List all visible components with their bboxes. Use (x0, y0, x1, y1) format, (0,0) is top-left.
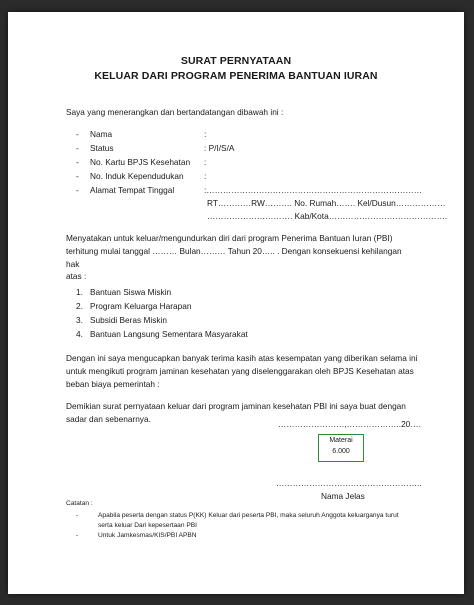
note-line: Untuk Jamkesmas/KIS/PBI APBN (98, 532, 197, 539)
document-title: SURAT PERNYATAAN (180, 55, 292, 67)
closing-line: sadar dan sebenarnya. (66, 414, 151, 424)
intro-text: Saya yang menerangkan dan bertandatangan dibawah ini : (66, 107, 284, 117)
field-value-nama: : (204, 129, 207, 139)
bullet-dash: - (76, 157, 79, 167)
document-subtitle: KELUAR DARI PROGRAM PENERIMA BANTUAN IURAN (94, 70, 378, 82)
date-line: ……………………,………………..20…. (278, 419, 421, 429)
list-number: 3. (76, 315, 83, 325)
bullet-dash: - (76, 143, 79, 153)
field-label-alamat: Alamat Tempat Tinggal (90, 185, 175, 195)
list-item: Subsidi Beras Miskin (90, 315, 168, 325)
note-line: serta keluar Dari kepesertaan PBI (98, 522, 197, 529)
field-value-bpjs: : (204, 157, 207, 167)
bullet-dash: - (76, 532, 79, 539)
statement-line: atas : (66, 271, 87, 281)
stamp-label: Materai (329, 437, 353, 444)
signature-line: …………………………………………….. (276, 478, 422, 488)
closing-line: Demikian surat pernyataan keluar dari program jaminan kesehatan PBI ini saya buat dengan (66, 401, 406, 411)
field-value-alamat: :…………………………………………………………………… (204, 185, 423, 195)
bullet-dash: - (76, 185, 79, 195)
bullet-dash: - (76, 171, 79, 181)
thanks-line: untuk mengikuti program jaminan kesehatan yang diselenggarakan oleh BPJS Kesehatan atas (66, 366, 414, 376)
list-number: 2. (76, 301, 83, 311)
bullet-dash: - (76, 512, 79, 519)
notes-title: Catatan : (66, 500, 93, 507)
list-item: Bantuan Siswa Miskin (90, 287, 172, 297)
field-label-status: Status (90, 143, 114, 153)
statement-line: hak (66, 259, 80, 269)
document-page (8, 12, 464, 594)
field-value-nik: : (204, 171, 207, 181)
list-number: 1. (76, 287, 83, 297)
field-label-bpjs: No. Kartu BPJS Kesehatan (90, 157, 191, 167)
bullet-dash: - (76, 129, 79, 139)
thanks-line: beban biaya pemerintah : (66, 379, 160, 389)
materai-stamp (318, 434, 364, 462)
statement-line: Menyatakan untuk keluar/mengundurkan diri dari program Penerima Bantuan Iuran (PBI) (66, 233, 393, 243)
statement-line: terhitung mulai tanggal ……… Bulan……… Tahun 20….. . Dengan konsekuensi kehilangan (66, 246, 402, 256)
note-line: Apabila peserta dengan status P(KK) Keluar dari peserta PBI, maka seluruh Anggota keluarganya turut (98, 512, 399, 519)
list-item: Bantuan Langsung Sementara Masyarakat (90, 329, 248, 339)
stamp-value: 6.000 (332, 448, 350, 455)
list-item: Program Keluarga Harapan (90, 301, 192, 311)
signature-name: Nama Jelas (321, 491, 365, 501)
address-line-rt: RT…………RW………. No. Rumah……. Kel/Dusun……………… (207, 198, 446, 208)
field-label-nik: No. Induk Kependudukan (90, 171, 184, 181)
field-value-status: : P/I/S/A (204, 143, 235, 153)
list-number: 4. (76, 329, 83, 339)
field-label-nama: Nama (90, 129, 113, 139)
address-line-kab: …………………………. Kab/Kota……………………………………. (207, 211, 448, 221)
thanks-line: Dengan ini saya mengucapkan banyak terima kasih atas kesempatan yang diberikan selama ini (66, 353, 418, 363)
